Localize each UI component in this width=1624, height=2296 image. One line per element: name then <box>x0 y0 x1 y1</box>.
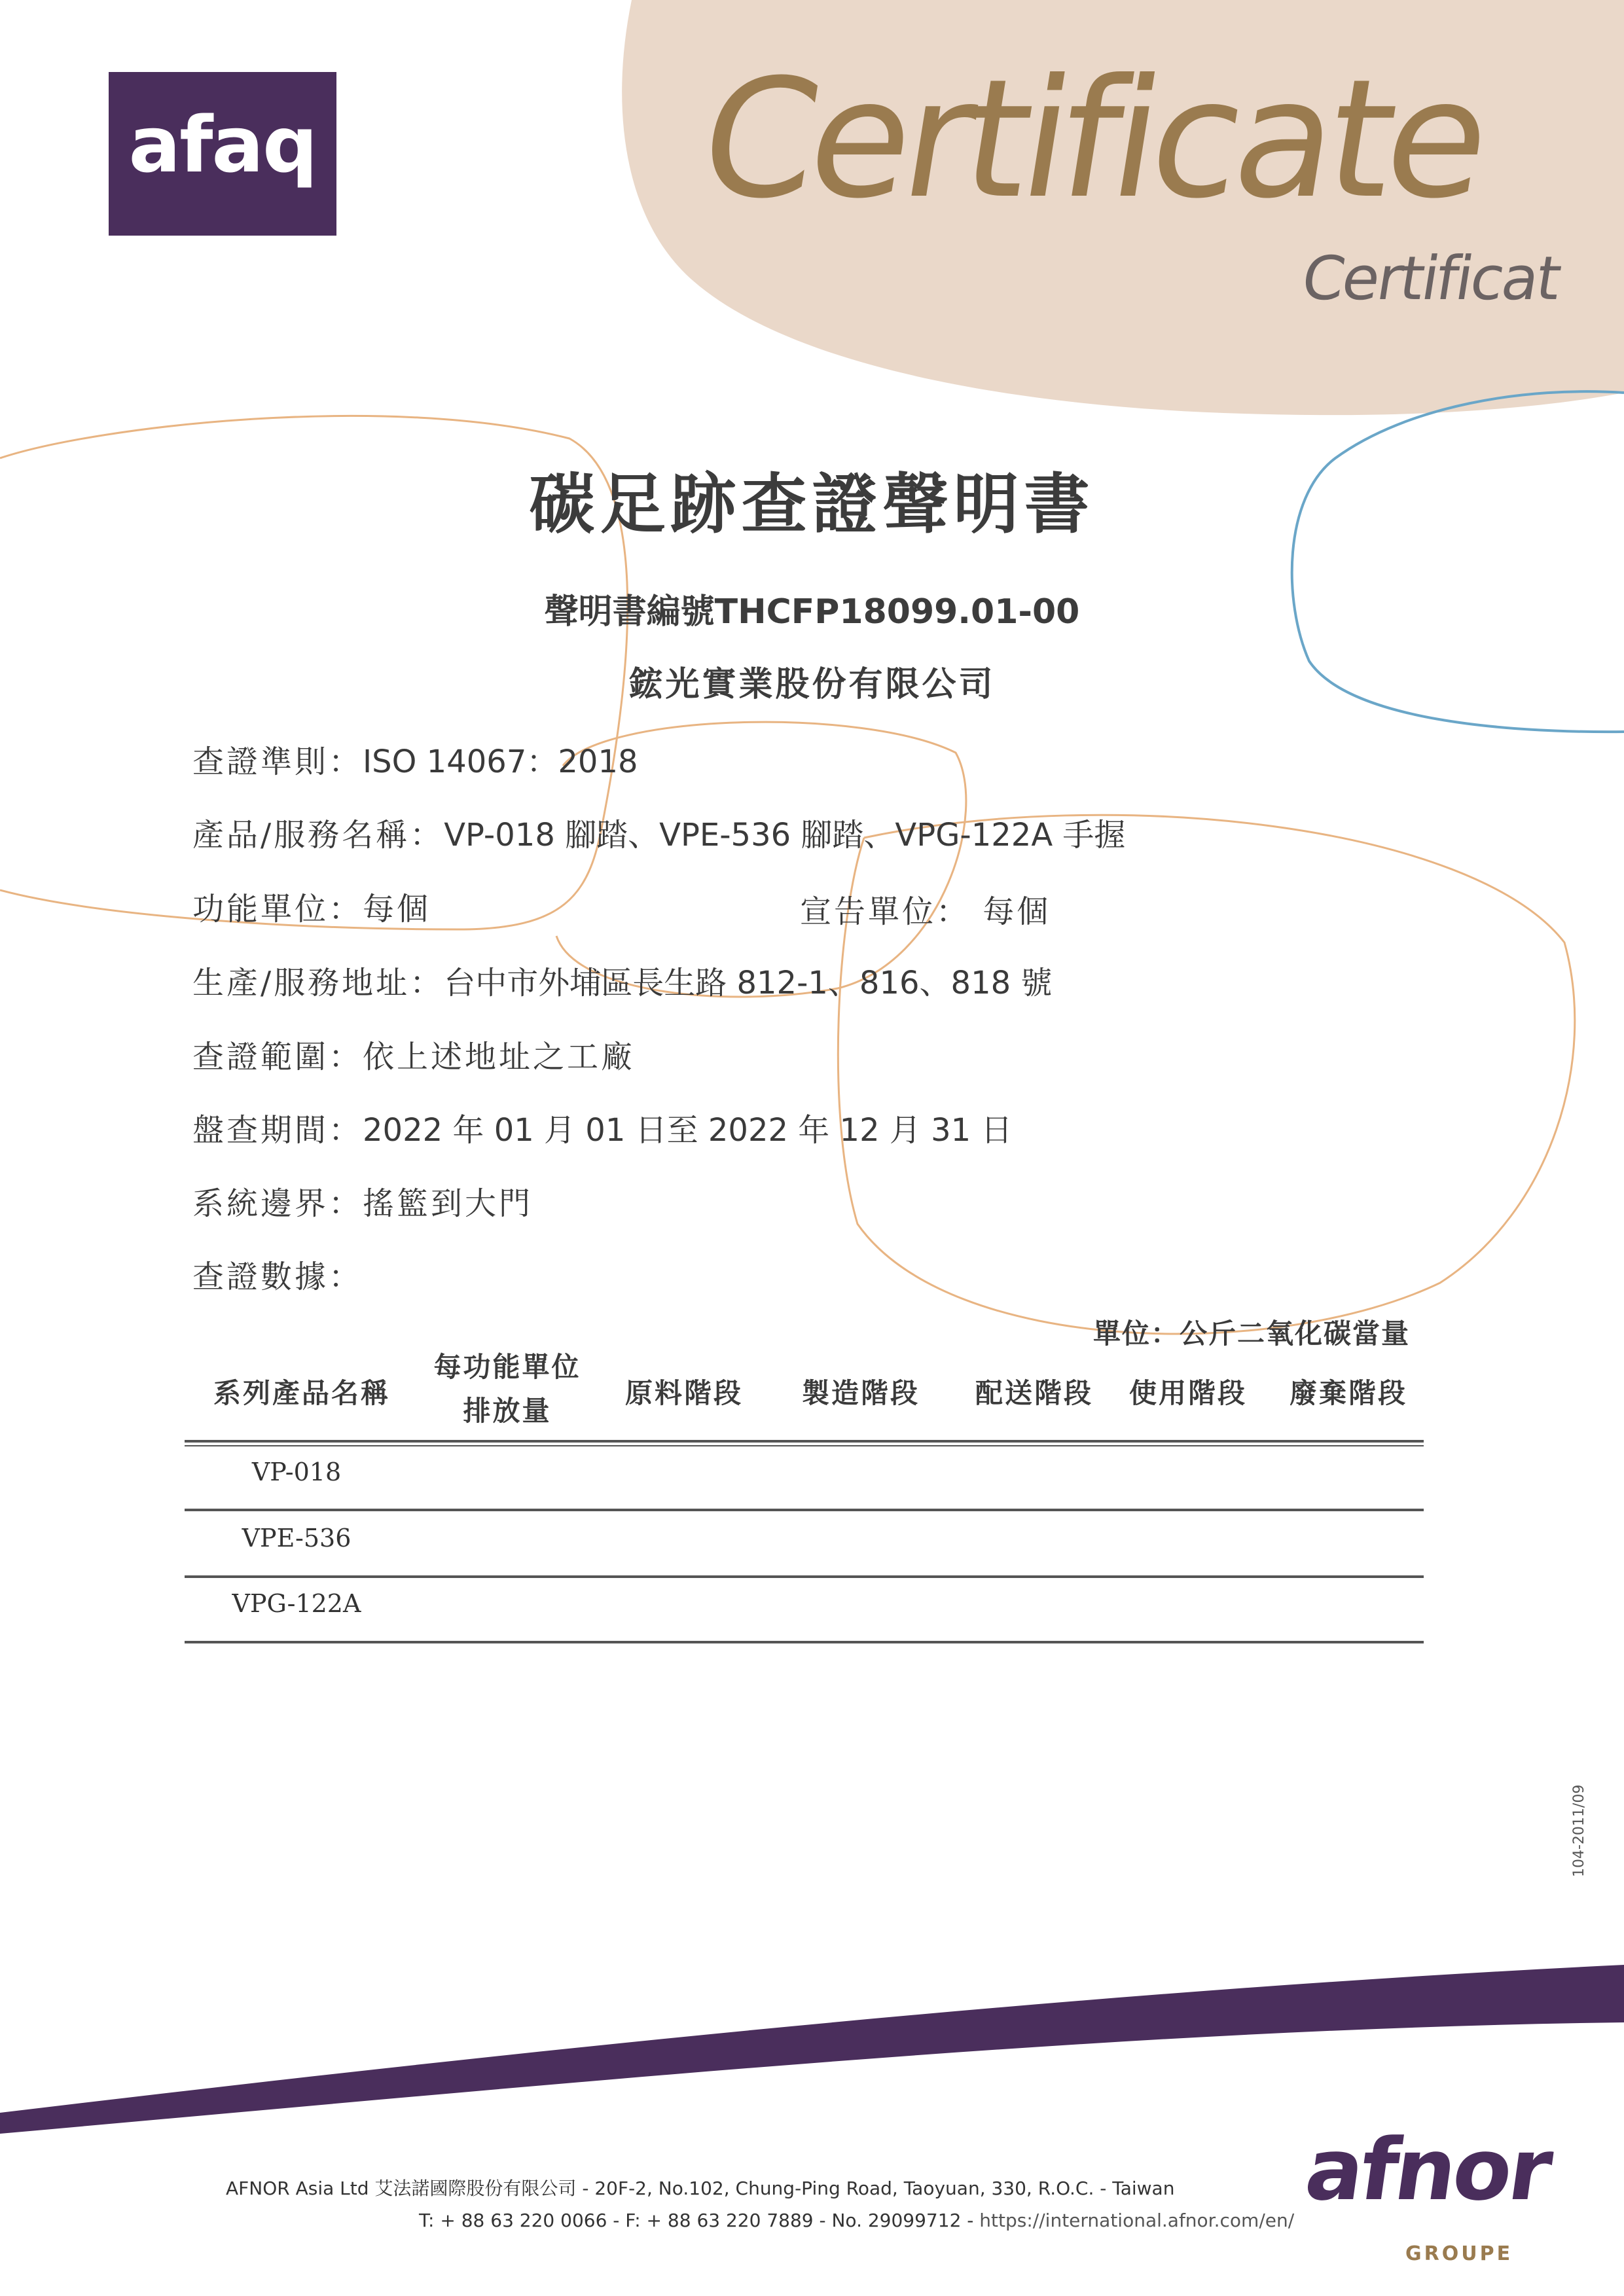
header-distribution: 配送階段 <box>975 1377 1093 1409</box>
company-name: 鋐光實業股份有限公司 <box>628 664 996 704</box>
field-scope <box>192 1031 635 1077</box>
header-use: 使用階段 <box>1128 1377 1247 1409</box>
header-manufacture: 製造階段 <box>801 1377 920 1409</box>
table-unit-note: 單位：公斤二氧化碳當量 <box>1092 1318 1410 1350</box>
table-row-label: VPG-122A <box>232 1589 361 1618</box>
header-emission-line2: 排放量 <box>463 1395 552 1427</box>
purple-footer-swoosh <box>0 1965 1624 2134</box>
footer-address: AFNOR Asia Ltd 艾法諾國際股份有限公司 - 20F-2, No.102, Chung-Ping Road, Taoyuan, 330, R.O.C. - Taiwan <box>226 2178 1175 2199</box>
footer-contact <box>419 2210 1294 2231</box>
field-product <box>192 810 1125 855</box>
field-data <box>192 1251 363 1297</box>
footer-url-link[interactable]: https://international.afnor.com/en/ <box>979 2210 1295 2231</box>
table-row-rule <box>185 1509 1424 1511</box>
field-functional-unit <box>192 884 431 929</box>
statement-title: 碳足跡查證聲明書 <box>529 465 1095 543</box>
field-standard-label: 查證準則： <box>192 744 363 780</box>
afaq-logo <box>109 72 336 236</box>
field-standard-value: ISO 14067：2018 <box>363 744 638 780</box>
field-scope-label: 查證範圍： <box>192 1039 363 1075</box>
table-row-label: VP-018 <box>251 1458 342 1486</box>
field-address-value: 台中市外埔區長生路 812-1、816、818 號 <box>444 965 1053 1001</box>
certificate-title: Certificate <box>689 44 1497 234</box>
table-header-rule <box>185 1440 1424 1443</box>
header-emission <box>419 1345 596 1433</box>
field-period-label: 盤查期間： <box>192 1112 363 1149</box>
field-declared-unit <box>800 886 1051 931</box>
field-data-label: 查證數據： <box>192 1259 363 1295</box>
field-declared-unit-value: 每個 <box>970 893 1051 930</box>
field-standard <box>192 736 638 781</box>
header-product: 系列產品名稱 <box>213 1377 390 1409</box>
form-code: 104-2011/09 <box>1571 1784 1587 1877</box>
field-functional-unit-value: 每個 <box>363 891 431 927</box>
field-address <box>192 958 1052 1003</box>
table-header-rule-thin <box>185 1445 1424 1446</box>
afaq-logo-text: afaq <box>128 99 317 190</box>
header-emission-line1: 每功能單位 <box>433 1351 581 1383</box>
header-disposal: 廢棄階段 <box>1289 1377 1407 1409</box>
field-functional-unit-label: 功能單位： <box>192 891 363 927</box>
header-raw: 原料階段 <box>624 1377 743 1409</box>
footer-phone: T: + 88 63 220 0066 - F: + 88 63 220 7889 - No. 29099712 - <box>419 2210 980 2231</box>
table-row-rule <box>185 1575 1424 1578</box>
field-scope-value: 依上述地址之工廠 <box>363 1039 636 1075</box>
table-row-label: VPE-536 <box>242 1524 352 1552</box>
field-address-label: 生產/服務地址： <box>192 965 444 1001</box>
afnor-logo: afnor <box>1299 2120 1556 2219</box>
certificate-subtitle: Certificat <box>1297 243 1564 314</box>
table-bottom-rule <box>185 1641 1424 1643</box>
field-period-value: 2022 年 01 月 01 日至 2022 年 12 月 31 日 <box>363 1112 1013 1149</box>
field-declared-unit-label: 宣告單位： <box>800 893 971 930</box>
field-product-value: VP-018 腳踏、VPE-536 腳踏、VPG-122A 手握 <box>444 817 1126 853</box>
field-boundary-label: 系統邊界： <box>192 1185 363 1222</box>
field-product-label: 產品/服務名稱： <box>192 817 444 853</box>
field-period <box>192 1105 1012 1150</box>
field-boundary <box>192 1178 533 1223</box>
field-boundary-value: 搖籃到大門 <box>363 1185 533 1222</box>
afnor-groupe-label: GROUPE <box>1405 2242 1513 2265</box>
statement-number: 聲明書編號THCFP18099.01-00 <box>544 592 1080 632</box>
